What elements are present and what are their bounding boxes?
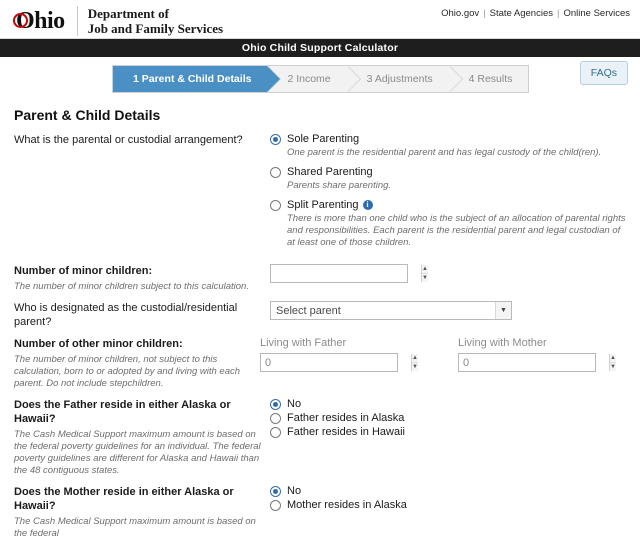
father-residence-row — [14, 398, 628, 477]
radio-split-parenting[interactable] — [270, 199, 628, 211]
radio-shared-parenting[interactable] — [270, 166, 628, 178]
logo-text: Ohio — [16, 7, 65, 34]
custodial-parent-label: Who is designated as the custodial/residential parent? — [14, 302, 238, 328]
ohio-logo[interactable] — [14, 6, 223, 36]
radio-mother-no-label: No — [287, 485, 302, 497]
living-with-father-header: Living with Father — [260, 337, 347, 349]
living-with-mother-input[interactable] — [459, 354, 609, 371]
util-separator-1: | — [483, 8, 486, 19]
link-online-services[interactable]: Online Services — [563, 8, 630, 19]
spinner-down-icon[interactable]: ▼ — [610, 364, 616, 370]
radio-father-no[interactable] — [270, 398, 628, 410]
info-icon[interactable]: i — [363, 200, 373, 210]
minor-children-input[interactable] — [271, 265, 421, 282]
link-state-agencies[interactable]: State Agencies — [489, 8, 553, 19]
arrangement-label-col — [14, 133, 270, 147]
other-minor-children-label: Number of other minor children: — [14, 338, 183, 350]
radio-mother-alaska-label: Mother resides in Alaska — [287, 499, 407, 511]
logo-divider — [77, 6, 78, 36]
link-ohio-gov[interactable]: Ohio.gov — [441, 8, 480, 19]
minor-children-spin-buttons[interactable] — [421, 265, 428, 282]
step-3-adjustments[interactable] — [347, 66, 449, 92]
spinner-down-icon[interactable]: ▼ — [412, 364, 418, 370]
radio-mother-no-icon[interactable] — [270, 486, 281, 497]
radio-father-no-icon[interactable] — [270, 399, 281, 410]
radio-father-alaska[interactable] — [270, 412, 628, 424]
radio-father-alaska-label: Father resides in Alaska — [287, 412, 405, 424]
radio-split-parenting-label: Split Parenting — [287, 199, 359, 211]
department-line-1: Department of — [87, 6, 169, 21]
custodial-parent-label-col — [14, 301, 270, 329]
chevron-down-icon[interactable]: ▼ — [495, 302, 511, 319]
step-3-label: 3 Adjustments — [366, 73, 433, 85]
custodial-parent-selected-value: Select parent — [276, 304, 341, 317]
logo-wordmark — [14, 8, 65, 35]
spinner-up-icon[interactable]: ▲ — [422, 266, 428, 272]
mother-residence-row — [14, 485, 628, 540]
step-nav — [112, 65, 529, 93]
site-header — [0, 0, 640, 39]
radio-father-no-label: No — [287, 398, 302, 410]
other-minor-children-help: The number of minor children, not subject to this calculation, born to or adopted by and living with each parent. Do not include stepchildren. — [14, 354, 241, 389]
minor-children-help: The number of minor children subject to this calculation. — [14, 281, 249, 292]
main-content — [0, 99, 640, 540]
radio-father-hawaii-label: Father resides in Hawaii — [287, 426, 405, 438]
minor-children-label-col — [14, 264, 270, 293]
spinner-up-icon[interactable]: ▲ — [610, 355, 616, 361]
shared-parenting-description: Parents share parenting. — [287, 180, 392, 191]
radio-mother-alaska[interactable] — [270, 499, 628, 511]
mother-residence-label: Does the Mother reside in either Alaska or Hawaii? — [14, 486, 234, 512]
arrangement-question: What is the parental or custodial arrangement? — [14, 134, 243, 146]
step-2-label: 2 Income — [287, 73, 331, 85]
radio-sole-parenting[interactable] — [270, 133, 628, 145]
living-with-father-col — [260, 337, 430, 372]
radio-father-alaska-icon[interactable] — [270, 413, 281, 424]
radio-split-parenting-icon[interactable] — [270, 200, 281, 211]
arrangement-row — [14, 133, 628, 256]
spinner-up-icon[interactable]: ▲ — [412, 355, 418, 361]
radio-shared-parenting-icon[interactable] — [270, 167, 281, 178]
mother-residence-help: The Cash Medical Support maximum amount is based on the federal — [14, 516, 256, 539]
arrangement-options — [270, 133, 628, 256]
living-with-father-stepper[interactable] — [260, 353, 418, 372]
living-with-mother-spin-buttons[interactable] — [609, 354, 616, 371]
step-nav-row — [0, 57, 640, 99]
father-residence-help: The Cash Medical Support maximum amount is based on the federal poverty guidelines for an individual. The federal poverty guidelines are different for Alaska and Hawaii than the 48 contiguous states. — [14, 429, 261, 476]
living-with-father-input[interactable] — [261, 354, 411, 371]
step-1-label: 1 Parent & Child Details — [133, 73, 252, 85]
radio-mother-alaska-icon[interactable] — [270, 500, 281, 511]
mother-residence-options — [270, 485, 628, 513]
custodial-parent-row — [14, 301, 628, 329]
radio-shared-parenting-label: Shared Parenting — [287, 166, 373, 178]
mother-residence-label-col — [14, 485, 270, 540]
father-residence-options — [270, 398, 628, 440]
minor-children-stepper[interactable] — [270, 264, 428, 283]
radio-sole-parenting-icon[interactable] — [270, 134, 281, 145]
step-1-parent-child-details[interactable] — [113, 66, 267, 92]
living-with-mother-stepper[interactable] — [458, 353, 616, 372]
sole-parenting-description: One parent is the residential parent and has legal custody of the child(ren). — [287, 147, 602, 158]
custodial-parent-select[interactable] — [270, 301, 512, 320]
app-title-band: Ohio Child Support Calculator — [0, 39, 640, 57]
radio-mother-no[interactable] — [270, 485, 628, 497]
living-with-father-spin-buttons[interactable] — [411, 354, 418, 371]
custodial-parent-select-col — [270, 301, 628, 320]
other-minor-children-columns — [260, 337, 628, 372]
split-parenting-description: There is more than one child who is the subject of an allocation of parental rights and responsibilities. Each parent is the residential parent and legal custodian of at least one of those children. — [287, 213, 626, 248]
living-with-mother-header: Living with Mother — [458, 337, 547, 349]
father-residence-label: Does the Father reside in either Alaska or Hawaii? — [14, 399, 231, 425]
department-name — [88, 6, 223, 36]
util-separator-2: | — [557, 8, 560, 19]
radio-father-hawaii[interactable] — [270, 426, 628, 438]
step-3-arrow-icon — [449, 66, 462, 92]
ohio-o-ring-icon — [13, 13, 28, 28]
step-1-arrow-icon — [267, 66, 280, 92]
other-minor-children-label-col — [14, 337, 260, 390]
minor-children-row — [14, 264, 628, 293]
utility-links — [441, 8, 630, 19]
step-2-arrow-icon — [347, 66, 360, 92]
step-4-label: 4 Results — [468, 73, 513, 85]
other-minor-children-inputs — [260, 337, 628, 372]
living-with-mother-col — [458, 337, 628, 372]
page-title: Parent & Child Details — [14, 107, 161, 123]
faqs-button[interactable]: FAQs — [580, 61, 628, 85]
spinner-down-icon[interactable]: ▼ — [422, 275, 428, 281]
minor-children-input-col — [270, 264, 628, 283]
radio-sole-parenting-label: Sole Parenting — [287, 133, 360, 145]
radio-father-hawaii-icon[interactable] — [270, 427, 281, 438]
other-minor-children-row — [14, 337, 628, 390]
father-residence-label-col — [14, 398, 270, 477]
minor-children-label: Number of minor children: — [14, 265, 153, 277]
department-line-2: Job and Family Services — [87, 21, 224, 36]
